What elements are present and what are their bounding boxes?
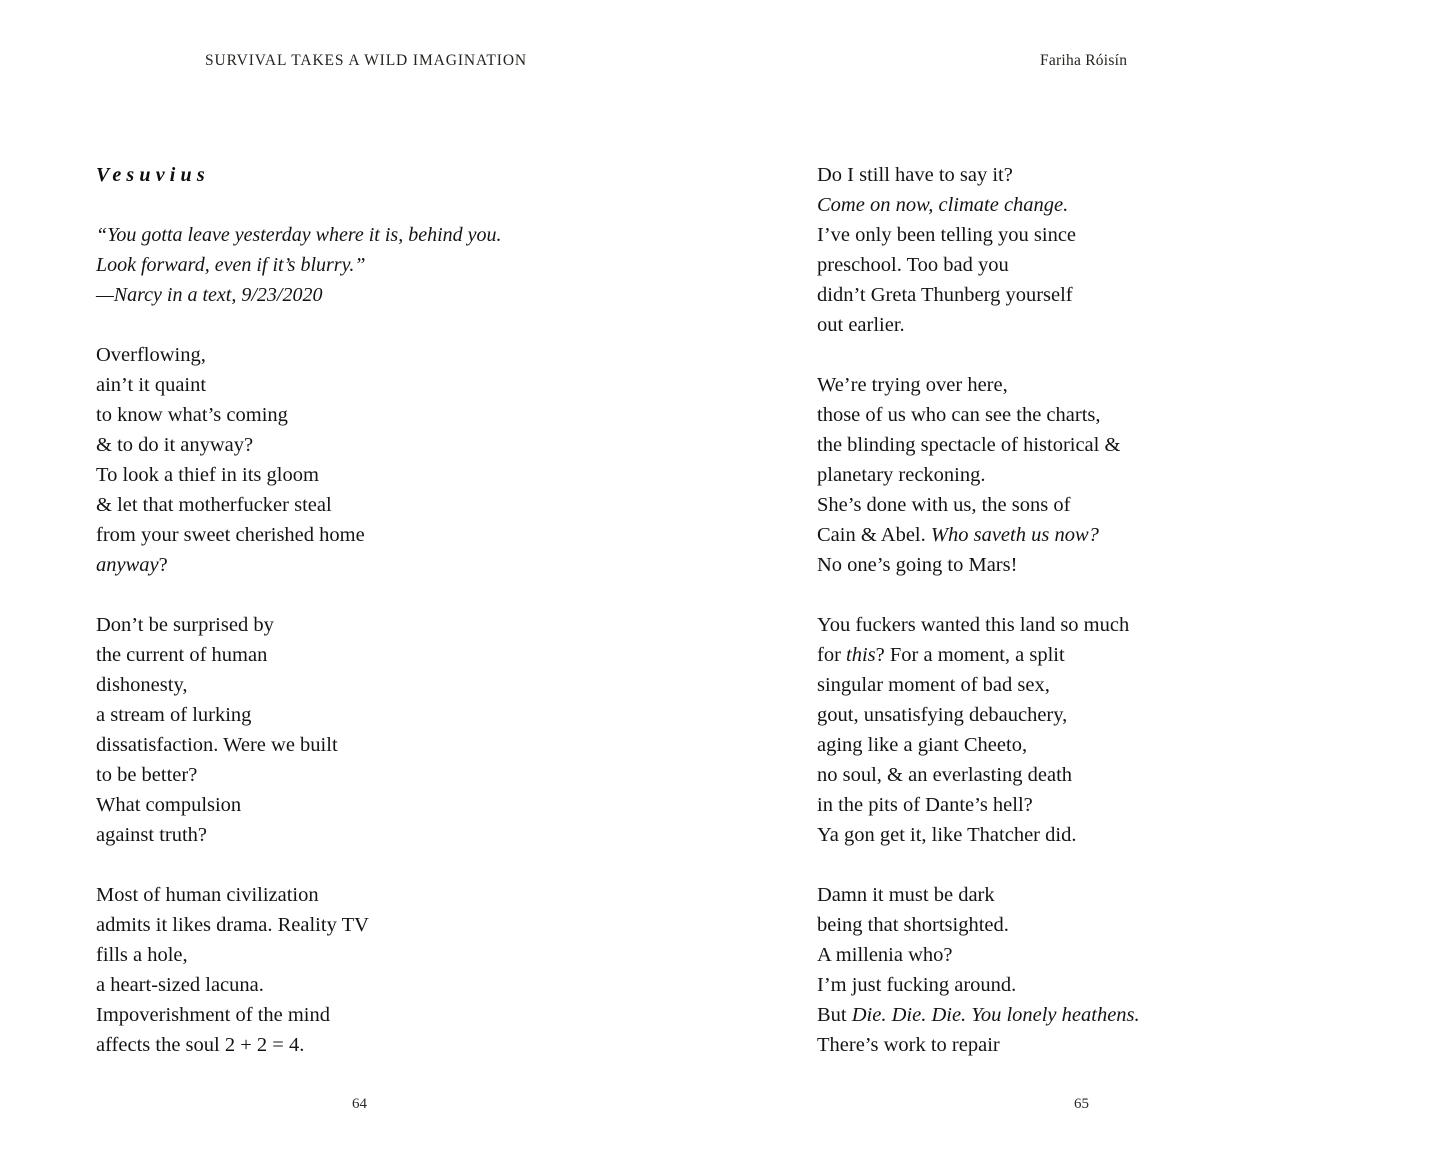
roman-punctuation: ? — [158, 554, 168, 576]
verse-line: in the pits of Dante’s hell? — [817, 794, 1033, 816]
verse-line: aging like a giant Cheeto, — [817, 734, 1028, 756]
verse-line: being that shortsighted. — [817, 914, 1009, 936]
verse-line: Impoverishment of the mind — [96, 1004, 330, 1026]
verse-line: admits it likes drama. Reality TV — [96, 914, 369, 936]
epigraph-line: Look forward, even if it’s blurry.” — [96, 254, 366, 276]
verse-line: She’s done with us, the sons of — [817, 494, 1071, 516]
stanza — [817, 610, 1247, 850]
verse-line: from your sweet cherished home — [96, 524, 365, 546]
verse-line: Most of human civilization — [96, 884, 319, 906]
verse-line: gout, unsatisfying debauchery, — [817, 704, 1068, 726]
verse-line: Do I still have to say it? — [817, 164, 1013, 186]
poem-title: Vesuvius — [96, 164, 210, 186]
verse-line: A millenia who? — [817, 944, 953, 966]
roman-segment: Cain & Abel. — [817, 524, 931, 546]
italic-line: Come on now, climate change. — [817, 194, 1069, 216]
verse-line: against truth? — [96, 824, 208, 846]
verse-line-mixed — [96, 550, 526, 580]
verse-line: Damn it must be dark — [817, 884, 995, 906]
verse-line: singular moment of bad sex, — [817, 674, 1050, 696]
verse-line: We’re trying over here, — [817, 374, 1008, 396]
page-number-left: 64 — [352, 1096, 367, 1112]
italic-word: anyway — [96, 554, 159, 576]
verse-line: out earlier. — [817, 314, 905, 336]
epigraph-attribution: —Narcy in a text, 9/23/2020 — [96, 284, 323, 306]
verse-line: a heart-sized lacuna. — [96, 974, 264, 996]
verse-line: & to do it anyway? — [96, 434, 254, 456]
italic-segment: Who saveth us now? — [930, 524, 1099, 546]
title-spacer — [96, 190, 526, 220]
verse-line: to know what’s coming — [96, 404, 288, 426]
verse-line: There’s work to repair — [817, 1034, 1000, 1056]
verse-line: preschool. Too bad you — [817, 254, 1009, 276]
epigraph-line: “You gotta leave yesterday where it is, behind you. — [96, 224, 502, 246]
verse-line: You fuckers wanted this land so much — [817, 614, 1130, 636]
stanza — [817, 370, 1247, 580]
verse-line: the current of human — [96, 644, 268, 666]
verse-line: & let that motherfucker steal — [96, 494, 332, 516]
verse-line: dissatisfaction. Were we built — [96, 734, 338, 756]
verse-line: Overflowing, — [96, 344, 206, 366]
roman-segment: But — [817, 1004, 852, 1026]
verse-line: fills a hole, — [96, 944, 188, 966]
stanza — [96, 880, 526, 1060]
left-page-text-block — [96, 160, 526, 1060]
verse-line: planetary reckoning. — [817, 464, 986, 486]
verse-line: dishonesty, — [96, 674, 188, 696]
verse-line-mixed — [817, 640, 1247, 670]
right-page-text-block — [817, 160, 1247, 1060]
verse-line-italic — [817, 190, 1247, 220]
roman-segment: ? For a moment, a split — [875, 644, 1065, 666]
verse-line: To look a thief in its gloom — [96, 464, 319, 486]
stanza — [817, 160, 1247, 340]
verse-line: no soul, & an everlasting death — [817, 764, 1073, 786]
verse-line: What compulsion — [96, 794, 242, 816]
stanza — [817, 880, 1247, 1060]
verse-line: Ya gon get it, like Thatcher did. — [817, 824, 1077, 846]
running-head-author-name: Fariha Róisín — [1040, 52, 1128, 69]
verse-line: Don’t be surprised by — [96, 614, 274, 636]
roman-segment: for — [817, 644, 847, 666]
verse-line: to be better? — [96, 764, 198, 786]
verse-line: No one’s going to Mars! — [817, 554, 1018, 576]
verse-line: the blinding spectacle of historical & — [817, 434, 1121, 456]
stanza — [96, 340, 526, 580]
poem-epigraph — [96, 220, 526, 310]
verse-line-mixed — [817, 1000, 1247, 1030]
verse-line: didn’t Greta Thunberg yourself — [817, 284, 1073, 306]
verse-line: those of us who can see the charts, — [817, 404, 1101, 426]
stanza — [96, 610, 526, 850]
verse-line: affects the soul 2 + 2 = 4. — [96, 1034, 305, 1056]
italic-segment: Die. Die. Die. You lonely heathens. — [851, 1004, 1140, 1026]
page-number-right: 65 — [1074, 1096, 1089, 1112]
verse-line: ain’t it quaint — [96, 374, 207, 396]
running-head-book-title: SURVIVAL TAKES A WILD IMAGINATION — [205, 52, 528, 69]
verse-line: a stream of lurking — [96, 704, 252, 726]
verse-line: I’ve only been telling you since — [817, 224, 1077, 246]
italic-segment: this — [846, 644, 876, 666]
verse-line-mixed — [817, 520, 1247, 550]
verse-line: I’m just fucking around. — [817, 974, 1017, 996]
